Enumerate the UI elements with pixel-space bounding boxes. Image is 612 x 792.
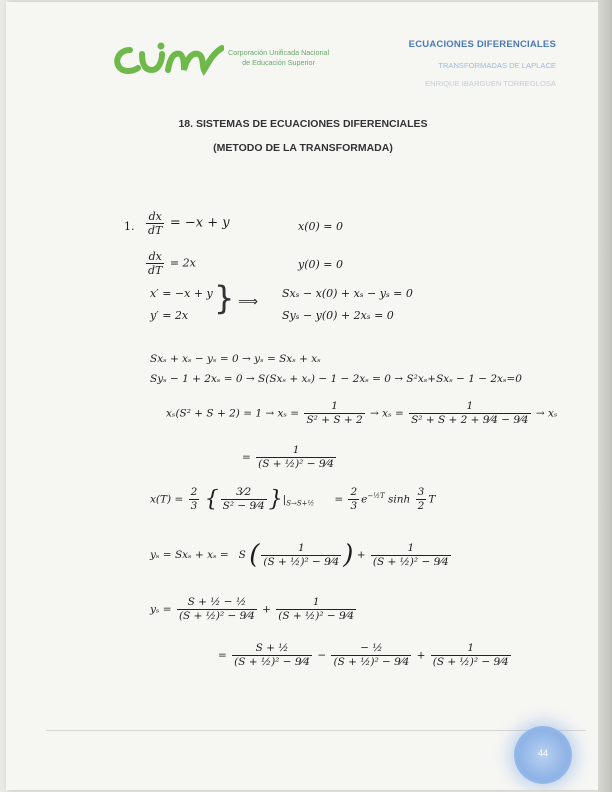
ys-fraction-3: $\frac{\text{S + ½ − ½}}{\text{(S + ½)² − 9⁄4}}$ bbox=[178, 596, 255, 622]
ys2-lhs: yₛ = bbox=[150, 603, 172, 616]
equation-2-rhs: = 2x bbox=[169, 256, 196, 270]
equation-2 bbox=[144, 250, 196, 277]
initial-condition-1: x(0) = 0 bbox=[298, 220, 343, 233]
ys-fraction-6: $\frac{\text{− ½}}{\text{(S + ½)² − 9⁄4}}$ bbox=[333, 642, 410, 668]
ys-final: = $\frac{\text{S + ½}}{\text{(S + ½)² − 9⁄4}}$ − $\frac{\text{− ½}}{\text{(S + ½)² − 9⁄4}}$ + $\frac{1}{\text{(S + ½)² − 9⁄4}}$ bbox=[218, 642, 509, 668]
ys-lhs: yₛ = Sxₛ + xₛ = bbox=[150, 549, 229, 561]
three-halves-fraction: $\frac{3}{2}$ bbox=[417, 486, 425, 512]
step-3: xₛ(S² + S + 2) = 1 → xₛ = $\frac{1}{\text{S² + S + 2}}$ → xₛ = $\frac{1}{\text{S² + S + 2 + 9⁄4 − 9⁄4}}$ → xₛ bbox=[166, 400, 558, 426]
xs-fraction-2: $\frac{1}{\text{S² + S + 2 + 9⁄4 − 9⁄4}}$ bbox=[411, 400, 529, 426]
right-brace: } bbox=[214, 279, 235, 317]
header-info bbox=[409, 39, 556, 88]
step-2: Syₛ − 1 + 2xₛ = 0 → S(Sxₛ + xₛ) − 1 − 2xₛ = 0 → S²xₛ+Sxₛ − 1 − 2xₛ=0 bbox=[150, 373, 522, 385]
equation-1 bbox=[144, 210, 230, 237]
topic-title: TRANSFORMADAS DE LAPLACE bbox=[438, 61, 556, 70]
ys-fraction-4: $\frac{1}{\text{(S + ½)² − 9⁄4}}$ bbox=[278, 596, 355, 622]
xT-lhs: x(T) = bbox=[150, 493, 184, 506]
dx-dT-fraction: $\frac{dx}{dT}$ bbox=[148, 210, 163, 237]
org-line-2: de Educación Superior bbox=[242, 58, 315, 67]
laplace-y: Syₛ − y(0) + 2xₛ = 0 bbox=[282, 309, 394, 322]
laplace-x: Sxₛ − x(0) + xₛ − yₛ = 0 bbox=[282, 287, 413, 300]
document-page bbox=[6, 2, 600, 790]
sinh-kernel-fraction: $\frac{3⁄2}{\text{S² − 9⁄4}}$ bbox=[222, 486, 265, 512]
section-title: 18. SISTEMAS DE ECUACIONES DIFERENCIALES bbox=[178, 118, 428, 130]
xT-inverse: x(T) = $\frac{2}{3}$ { $\frac{3⁄2}{\text{S² − 9⁄4}}$ }$|_{S\to S+\frac{1}{2}}$ = $\frac{2}{3}$ $e^{-\frac{1}{2}T}$ sinh $\frac{3}{2}$ T bbox=[150, 486, 436, 512]
step-1: Sxₛ + xₛ − yₛ = 0 → yₛ = Sxₛ + xₛ bbox=[150, 353, 321, 365]
xs-fraction-1: $\frac{1}{\text{S² + S + 2}}$ bbox=[306, 400, 363, 426]
step-3-lhs: xₛ(S² + S + 2) = 1 → xₛ = bbox=[166, 407, 300, 420]
organization-name bbox=[228, 48, 329, 68]
xs-completed-square: = $\frac{1}{\text{(S + ½)² − 9⁄4}}$ bbox=[242, 444, 334, 470]
ys-fraction-7: $\frac{1}{\text{(S + ½)² − 9⁄4}}$ bbox=[432, 642, 509, 668]
equation-1-rhs: = −x + y bbox=[169, 215, 230, 231]
page-edge-shadow bbox=[598, 0, 612, 792]
ys-expression: yₛ = Sxₛ + xₛ = S ( $\frac{1}{\text{(S + ½)² − 9⁄4}}$ ) + $\frac{1}{\text{(S + ½)² − 9⁄4}}$ bbox=[150, 540, 449, 570]
course-title: ECUACIONES DIFERENCIALES bbox=[408, 39, 556, 50]
org-line-1: Corporación Unificada Nacional bbox=[228, 48, 330, 57]
ys-split: yₛ = $\frac{\text{S + ½ − ½}}{\text{(S + ½)² − 9⁄4}}$ + $\frac{1}{\text{(S + ½)² − 9⁄4}}$ bbox=[150, 596, 355, 622]
page-header bbox=[6, 2, 600, 102]
cun-logo bbox=[112, 40, 224, 80]
two-thirds-fraction-2: $\frac{2}{3}$ bbox=[350, 486, 358, 512]
dx-dT-fraction: $\frac{dx}{dT}$ bbox=[148, 250, 163, 277]
page-number-badge bbox=[514, 726, 572, 784]
section-subtitle: (METODO DE LA TRANSFORMADA) bbox=[213, 142, 393, 154]
system-y: y′ = 2x bbox=[150, 309, 189, 322]
xs-fraction-3: $\frac{1}{\text{(S + ½)² − 9⁄4}}$ bbox=[258, 444, 334, 470]
two-thirds-fraction: $\frac{2}{3}$ bbox=[190, 486, 198, 512]
system-x: x′ = −x + y bbox=[150, 287, 213, 300]
ys-fraction-1: $\frac{1}{\text{(S + ½)² − 9⁄4}}$ bbox=[263, 541, 340, 568]
ys-fraction-5: $\frac{\text{S + ½}}{\text{(S + ½)² − 9⁄4}}$ bbox=[234, 642, 310, 668]
page-number: 44 bbox=[537, 748, 548, 758]
initial-condition-2: y(0) = 0 bbox=[298, 258, 344, 271]
problem-number: 1. bbox=[124, 220, 135, 233]
implies-arrow: ⟹ bbox=[238, 294, 259, 310]
ys-fraction-2: $\frac{1}{\text{(S + ½)² − 9⁄4}}$ bbox=[372, 541, 449, 568]
footer-rule bbox=[46, 730, 586, 731]
author-name: ENRIQUE IBARGUEN TORREGLOSA bbox=[425, 79, 556, 88]
